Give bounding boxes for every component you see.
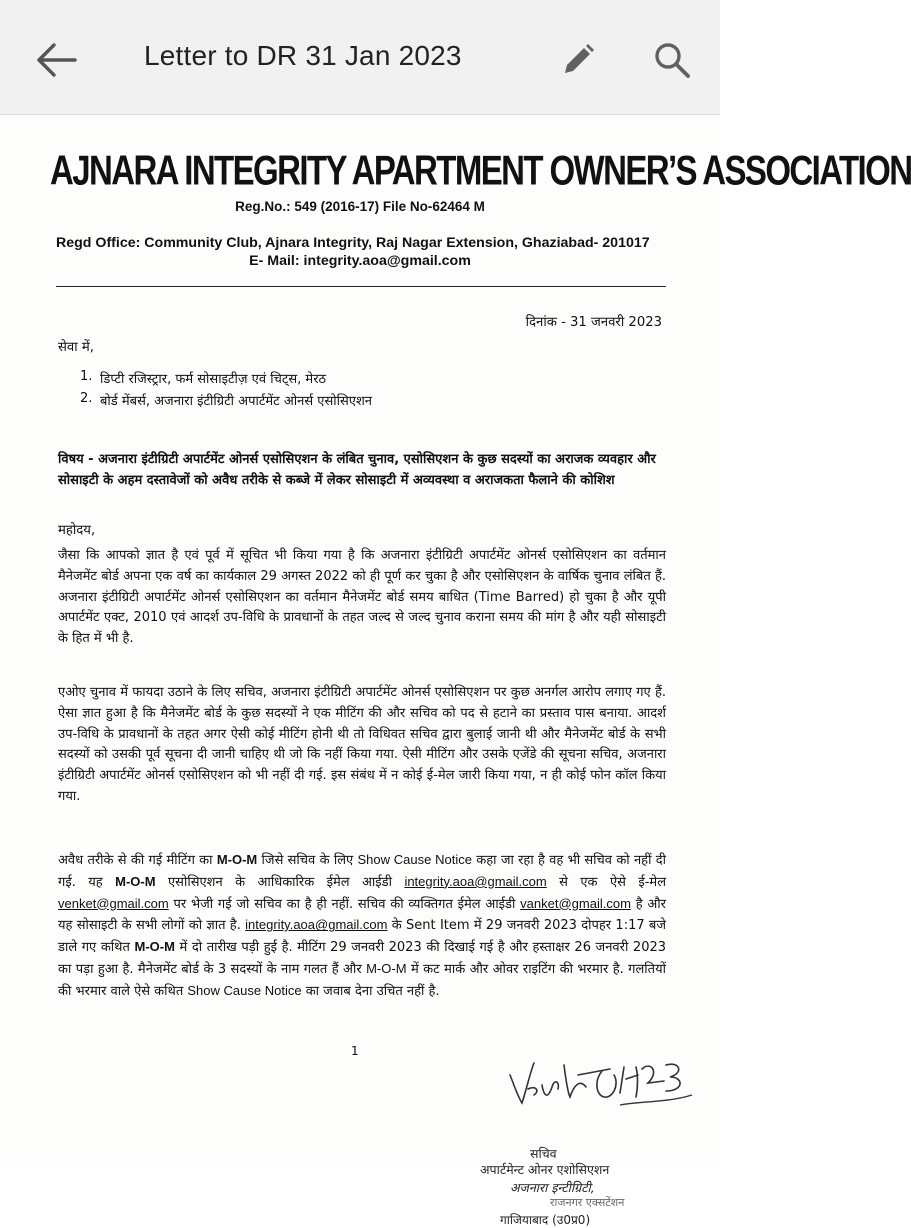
stamp-line: गाजियाबाद (उ0प्र0): [500, 1213, 591, 1227]
secretary-stamp: [470, 1045, 700, 1227]
mom-term: M-O-M: [216, 852, 258, 867]
text-run: है और यह सोसाइटी के सभी लोगों को ज्ञात है.: [58, 896, 666, 934]
text-run: का जवाब देना उचित नहीं है.: [301, 983, 440, 999]
list-number: 2.: [80, 391, 93, 406]
list-item: [80, 391, 372, 413]
document-title: Letter to DR 31 Jan 2023: [144, 40, 462, 71]
text-run: में दो तारीख पड़ी हुई है. मीटिंग 29 जनवरी 2023 की दिखाई गई है और हस्ताक्षर 26 जनवरी 2023 का पड़ा हुआ है. मैनेजमेंट बोर्ड के 3 सदस्यों के नाम गलत हैं और: [58, 940, 667, 977]
edit-button[interactable]: [552, 34, 604, 86]
letterhead-office-address: Regd Office: Community Club, Ajnara Integrity, Raj Nagar Extension, Ghaziabad- 201017: [56, 235, 650, 251]
text-run: पर भेजी गई जो सचिव का है ही नहीं. सचिव की व्यक्तिगत ईमेल आईडी: [168, 896, 521, 912]
list-number: 1.: [80, 369, 93, 384]
email-link[interactable]: vanket@gmail.com: [520, 895, 631, 911]
stamp-line: अजनारा इन्टीग्रिटी,: [510, 1180, 595, 1195]
search-button[interactable]: [644, 32, 700, 88]
text-run: में कट मार्क और ओवर राइटिंग की भरमार है. गलतियों की भरमार वाले ऐसे कथित: [58, 961, 666, 999]
back-button[interactable]: [28, 34, 84, 86]
letterhead-email: E- Mail: integrity.aoa@gmail.com: [249, 253, 471, 269]
letter-salutation: महोदय,: [58, 523, 96, 538]
list-item: [80, 369, 372, 391]
email-link[interactable]: integrity.aoa@gmail.com: [404, 873, 547, 889]
paragraph-2: एओए चुनाव में फायदा उठाने के लिए सचिव, अजनारा इंटीग्रिटी अपार्टमेंट ओनर्स एसोसिएशन पर कुछ अनर्गल आरोप लगाए गए हैं. ऐसा ज्ञात हुआ है कि मैनेजमेंट बोर्ड के कुछ सदस्यों ने एक मीटिंग की और सचिव को पद से हटाने का प्रस्ताव पास बनाया. आदर्श उप-विधि के प्रावधानों के तहत अगर ऐसी कोई मीटिंग होनी थी तो विधिवत सचिव द्वारा बुलाई जानी थी और मैनेजमेंट बोर्ड के सभी सदस्यों को उसकी पूर्व सूचना दी जानी चाहिए थी जो कि नहीं किया गया. ऐसी मीटिंग और उसके एजेंडे की सूचना सचिव, अजनारा इंटीग्रिटी अपार्टमेंट ओनर्स एसोसिएशन को भी नहीं दी गई. इस संबंध में न कोई ई-मेल जारी किया गया, न ही कोई फोन कॉल किया गया.: [58, 685, 666, 804]
pencil-icon: [560, 42, 596, 78]
text-run: से एक ऐसे ई-मेल: [546, 874, 667, 890]
email-link[interactable]: integrity.aoa@gmail.com: [245, 917, 388, 933]
stamp-line: राजनगर एक्सटेंशन: [550, 1196, 625, 1209]
letter-subject: विषय - अजनारा इंटीग्रिटी अपार्टमेंट ओनर्स एसोसिएशन के लंबित चुनाव, एसोसिएशन के कुछ सदस्यों का अराजक व्यवहार और सोसाइटी के अहम दस्तावेजों को अवैध तरीके से कब्जे में लेकर सोसाइटी में अव्यवस्था व अराजकता फैलाने की कोशिश: [58, 452, 656, 488]
arrow-left-icon: [34, 42, 78, 78]
letter-date: दिनांक - 31 जनवरी 2023: [525, 315, 662, 330]
text-run: जिसे सचिव के लिए: [257, 853, 358, 868]
app-bar: [0, 0, 720, 115]
text-run: एसोसिएशन के आधिकारिक ईमेल आईडी: [155, 874, 405, 890]
handwritten-signature: [470, 1045, 700, 1155]
email-link[interactable]: venket@gmail.com: [58, 895, 169, 911]
text-run: अवैध तरीके से की गई मीटिंग का: [58, 853, 217, 868]
paragraph-1: जैसा कि आपको ज्ञात है एवं पूर्व में सूचित भी किया गया है कि अजनारा इंटीग्रिटी अपार्टमेंट ओनर्स एसोसिएशन का वर्तमान मैनेजमेंट बोर्ड अपना एक वर्ष का कार्यकाल 29 अगस्त 2022 को ही पूर्ण कर चुका है और एसोसिएशन के वार्षिक चुनाव लंबित हैं. अजनारा इंटीग्रिटी अपार्टमेंट ओनर्स एसोसिएशन का वर्तमान मैनेजमेंट बोर्ड समय बाधित (Time Barred) हो चुका है और यूपी अपार्टमेंट एक्ट, 2010 एवं आदर्श उप-विधि के प्रावधानों के तहत जल्द से जल्द चुनाव कराना समय की मांग है और यही सोसाइटी के हित में भी है.: [58, 548, 666, 647]
show-cause-term: Show Cause Notice: [187, 982, 302, 998]
text-run: कहा जा रहा है वह भी सचिव को नहीं दी गई. यह: [58, 853, 666, 890]
stamp-title: सचिव: [530, 1146, 557, 1161]
letterhead-org-name: AJNARA INTEGRITY APARTMENT OWNER’S ASSOCIATION: [50, 147, 911, 194]
letterhead-divider: [56, 286, 666, 287]
mom-term: M-O-M: [115, 873, 156, 889]
recipient-list: [80, 369, 372, 413]
mom-term: M-O-M: [366, 960, 407, 976]
show-cause-term: Show Cause Notice: [357, 852, 472, 867]
search-icon: [652, 40, 692, 80]
page-number: 1: [351, 1044, 359, 1058]
recipient-text: डिप्टी रजिस्ट्रार, फर्म सोसाइटीज़ एवं चिट्स, मेरठ: [100, 372, 327, 387]
mom-term: M-O-M: [134, 939, 175, 955]
text-run: के Sent Item में 29 जनवरी 2023 दोपहर 1:17 बजे डाले गए कथित: [58, 918, 666, 956]
letter-to-label: सेवा में,: [58, 340, 94, 355]
letterhead-reg-no: Reg.No.: 549 (2016-17) File No-62464 M: [235, 199, 485, 214]
paragraph-3: [58, 850, 666, 1003]
document-page[interactable]: [0, 115, 911, 1227]
recipient-text: बोर्ड मेंबर्स, अजनारा इंटीग्रिटी अपार्टमेंट ओनर्स एसोसिएशन: [100, 394, 373, 409]
stamp-line: अपार्टमेन्ट ओनर एशोसिएशन: [480, 1162, 610, 1177]
